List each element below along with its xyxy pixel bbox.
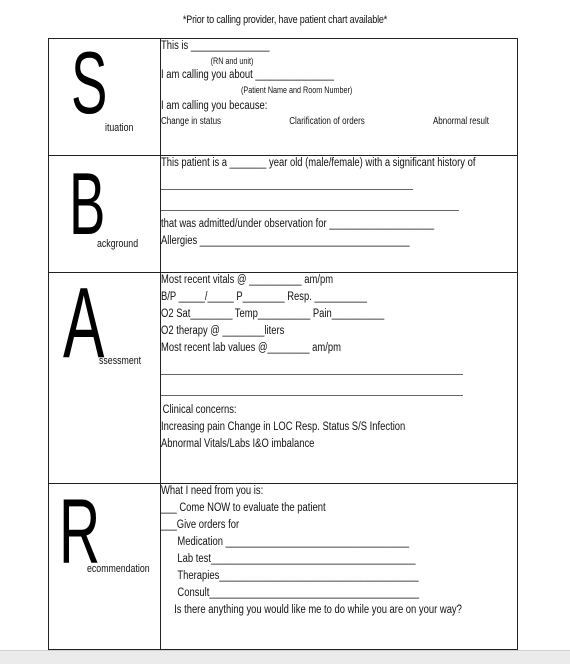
- recommendation-medication: Medication ___________________________________: [177, 536, 410, 548]
- sbar-table: [48, 33, 518, 650]
- background-patient-age-history: This patient is a _______ year old (male/female) with a significant history of: [161, 157, 476, 169]
- background-word: ackground: [97, 238, 139, 250]
- background-label-cell: [49, 156, 161, 273]
- recommendation-word: ecommendation: [87, 563, 150, 575]
- situation-content: [161, 39, 518, 156]
- situation-calling-because: I am calling you because:: [161, 100, 268, 112]
- background-row: [49, 156, 518, 273]
- recommendation-label-cell: [49, 481, 161, 650]
- background-blank-line-2: [161, 200, 459, 211]
- background-allergies: Allergies ________________________________________: [161, 235, 410, 247]
- background-letter: B: [69, 154, 106, 253]
- viewer-bottom-bar: [0, 650, 570, 664]
- assessment-content: [161, 273, 518, 484]
- assessment-blank-line-2: [161, 385, 463, 396]
- recommendation-content: [161, 484, 518, 650]
- background-blank-line-1: [161, 179, 413, 190]
- assessment-concern-options: Increasing pain Change in LOC Resp. Status S/S Infection: [161, 421, 406, 433]
- recommendation-row: [49, 484, 518, 650]
- background-content: [161, 156, 518, 273]
- situation-options: [161, 116, 489, 130]
- option-change-in-status: Change in status: [161, 116, 222, 127]
- recommendation-give-orders: ___Give orders for: [161, 519, 240, 531]
- situation-word: ituation: [105, 122, 134, 134]
- situation-rn-unit-hint: (RN and unit): [210, 56, 254, 66]
- assessment-concern-options-2: Abnormal Vitals/Labs I&O imbalance: [161, 438, 315, 450]
- situation-patient-hint: (Patient Name and Room Number): [241, 85, 353, 95]
- assessment-row: [49, 273, 518, 484]
- recommendation-come-now: ___ Come NOW to evaluate the patient: [161, 502, 326, 514]
- assessment-lab-values: Most recent lab values @________ am/pm: [161, 342, 341, 354]
- form-header-note: *Prior to calling provider, have patient chart available*: [182, 14, 388, 26]
- situation-this-is: This is _______________: [161, 40, 270, 52]
- option-abnormal-result: Abnormal result: [432, 116, 489, 127]
- recommendation-consult: Consult________________________________________: [177, 587, 420, 599]
- assessment-o2-therapy: O2 therapy @ ________liters: [161, 325, 285, 337]
- assessment-label-cell: [49, 267, 161, 484]
- assessment-letter: A: [63, 267, 105, 379]
- situation-label-cell: [49, 33, 161, 156]
- option-clarification-of-orders: Clarification of orders: [289, 116, 365, 127]
- assessment-recent-vitals: Most recent vitals @ __________ am/pm: [161, 274, 334, 286]
- recommendation-lab-test: Lab test_______________________________________: [177, 553, 416, 565]
- assessment-blank-line-1: [161, 364, 463, 375]
- recommendation-therapies: Therapies______________________________________: [177, 570, 419, 582]
- recommendation-anything-else: Is there anything you would like me to do while you are on your way?: [174, 604, 462, 616]
- assessment-word: ssessment: [99, 355, 142, 367]
- assessment-bp-pulse-resp: B/P _____/_____ P________ Resp. __________: [161, 291, 367, 303]
- assessment-o2sat-temp-pain: O2 Sat________ Temp__________ Pain__________: [161, 308, 385, 320]
- background-admitted-for: that was admitted/under observation for ____________________: [161, 218, 435, 230]
- assessment-clinical-concerns: Clinical concerns:: [162, 404, 237, 416]
- recommendation-need-from-you: What I need from you is:: [161, 485, 264, 497]
- situation-letter: S: [71, 33, 108, 132]
- recommendation-letter: R: [59, 481, 101, 583]
- situation-calling-about: I am calling you about _______________: [161, 69, 335, 81]
- situation-row: [49, 39, 518, 156]
